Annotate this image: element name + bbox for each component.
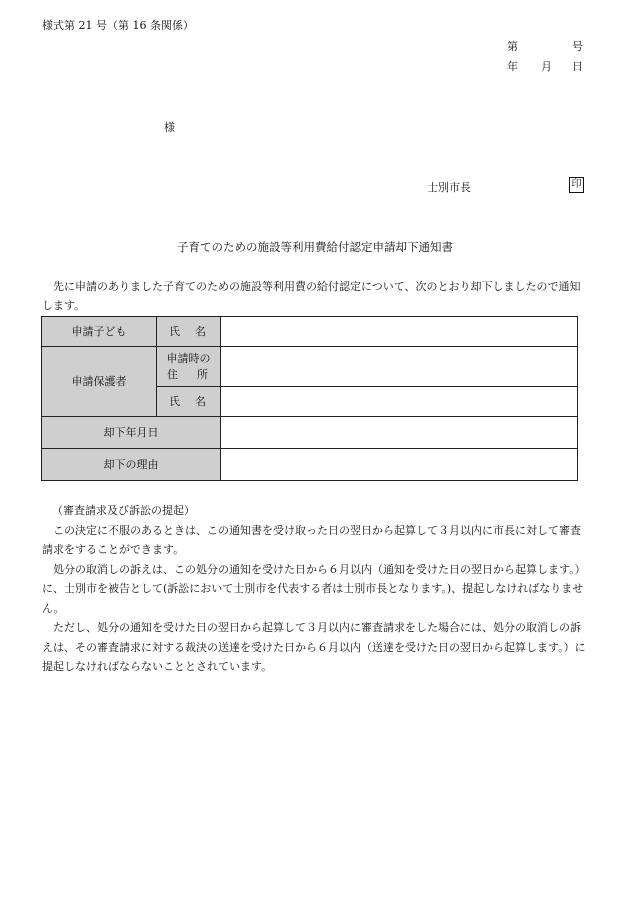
guardian-address-label-a: 住 [167,367,178,381]
rejection-reason-label-cell [42,449,221,481]
rejection-date-label: 却下年月日 [103,425,159,439]
guardian-address-field[interactable] [221,347,578,387]
remedy-section [42,501,588,677]
issuer-name: 士別市長 [427,181,471,194]
doc-number-prefix: 第 [507,40,518,53]
remedy-heading: （審査請求及び訴訟の提起） [52,504,195,517]
date-month-label: 月 [541,60,552,73]
guardian-address-label-line1: 申請時の [166,351,211,365]
notice-form-table [41,316,578,481]
guardian-label-cell [42,347,157,417]
rejection-date-label-cell [42,417,221,449]
guardian-name-field[interactable] [221,387,578,417]
document-title: 子育てのための施設等利用費給付認定申請却下通知書 [177,240,453,254]
intro-paragraph: 先に申請のありました子育てのための施設等利用費の給付認定について、次のとおり却下しましたので通知します。 [42,280,581,312]
guardian-address-label-cell [157,347,221,387]
child-label-cell [42,317,157,347]
rejection-reason-label: 却下の理由 [103,457,159,471]
addressee-honorific: 様 [164,121,175,134]
doc-number-suffix: 号 [572,40,583,53]
remedy-paragraph-1: この決定に不服のあるときは、この通知書を受け取った日の翌日から起算して３月以内に市長に対して審査請求をすることができます。 [42,523,581,556]
child-label: 申請子ども [71,324,127,338]
guardian-name-label-a: 氏 [169,394,180,408]
remedy-paragraph-2: 処分の取消しの訴えは、この処分の通知を受けた日から６月以内（通知を受けた日の翌日から起算します。）に、士別市を被告として(訴訟において士別市を代表する者は士別市長となります。)、提起しなければなりません。 [42,562,586,615]
child-name-label-a: 氏 [169,324,180,338]
child-name-field[interactable] [221,317,578,347]
rejection-reason-field[interactable] [221,449,578,481]
guardian-name-label-cell [157,387,221,417]
date-day-label: 日 [572,60,583,73]
guardian-name-label-b: 名 [195,394,206,408]
child-name-label-b: 名 [195,324,206,338]
guardian-address-label-b: 所 [197,367,208,381]
form-number: 様式第 21 号（第 16 条関係） [42,19,194,32]
child-name-label-cell [157,317,221,347]
remedy-paragraph-3: ただし、処分の通知を受けた日の翌日から起算して３月以内に審査請求をした場合には、処分の取消しの訴えは、その審査請求に対する裁決の送達を受けた日から６月以内（送達を受けた日の翌日から起算します。）に提起しなければならないこととされています。 [42,621,586,673]
rejection-date-field[interactable] [221,417,578,449]
date-year-label: 年 [507,60,518,73]
guardian-label: 申請保護者 [71,374,127,388]
seal-mark: 印 [569,177,584,193]
